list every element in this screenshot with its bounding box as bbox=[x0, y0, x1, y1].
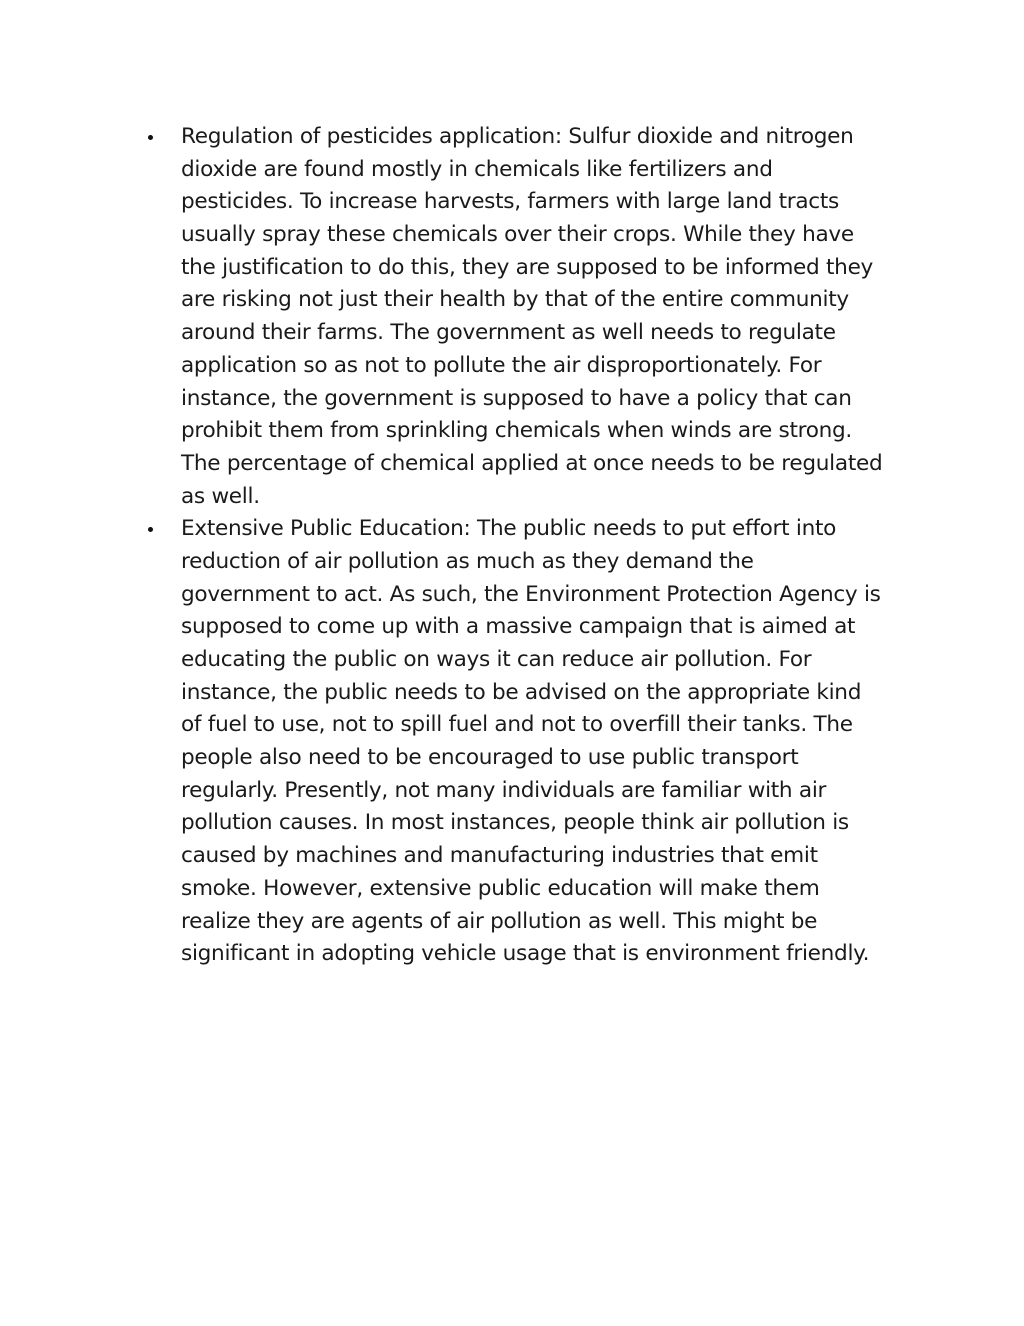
bullet-dot-icon bbox=[148, 527, 153, 532]
text-line: caused by machines and manufacturing industries that emit bbox=[181, 843, 818, 869]
text-line: educating the public on ways it can reduce air pollution. For bbox=[181, 647, 812, 672]
text-line: of fuel to use, not to spill fuel and not to overfill their tanks. The bbox=[181, 712, 853, 738]
text-line: prohibit them from sprinkling chemicals when winds are strong. bbox=[181, 418, 852, 444]
text-line: The percentage of chemical applied at once needs to be regulated bbox=[181, 450, 883, 476]
text-line: regularly. Presently, not many individuals are familiar with air bbox=[181, 777, 827, 803]
text-line: supposed to come up with a massive campaign that is aimed at bbox=[181, 614, 856, 640]
text-line: realize they are agents of air pollution as well. This might be bbox=[181, 908, 818, 934]
text-line: dioxide are found mostly in chemicals like fertilizers and bbox=[181, 156, 773, 182]
text-line: instance, the government is supposed to have a policy that can bbox=[181, 385, 852, 411]
text-line: usually spray these chemicals over their crops. While they have bbox=[181, 222, 854, 248]
text-line: the justification to do this, they are supposed to be informed they bbox=[181, 254, 874, 280]
text-line: Extensive Public Education: The public needs to put effort into bbox=[181, 516, 837, 542]
text-line: significant in adopting vehicle usage that is environment friendly. bbox=[181, 941, 870, 967]
bullet-item-public-education bbox=[0, 513, 1024, 971]
text-line: pesticides. To increase harvests, farmers with large land tracts bbox=[181, 189, 839, 215]
text-line: smoke. However, extensive public education will make them bbox=[181, 875, 820, 901]
bullet-item-pesticides-regulation bbox=[0, 121, 1024, 513]
text-line: pollution causes. In most instances, people think air pollution is bbox=[181, 810, 849, 836]
text-line: instance, the public needs to be advised on the appropriate kind bbox=[181, 679, 862, 705]
text-line: people also need to be encouraged to use public transport bbox=[181, 745, 799, 771]
text-line: as well. bbox=[181, 483, 260, 509]
text-line: application so as not to pollute the air disproportionately. For bbox=[181, 352, 822, 378]
text-line: Regulation of pesticides application: Sulfur dioxide and nitrogen bbox=[181, 124, 854, 149]
bullet-dot-icon bbox=[148, 135, 153, 140]
text-line: reduction of air pollution as much as they demand the bbox=[181, 548, 754, 574]
text-line: government to act. As such, the Environment Protection Agency is bbox=[181, 581, 881, 607]
text-line: around their farms. The government as well needs to regulate bbox=[181, 320, 836, 346]
bullet-list bbox=[0, 121, 1024, 971]
text-line: are risking not just their health by that of the entire community bbox=[181, 287, 849, 313]
